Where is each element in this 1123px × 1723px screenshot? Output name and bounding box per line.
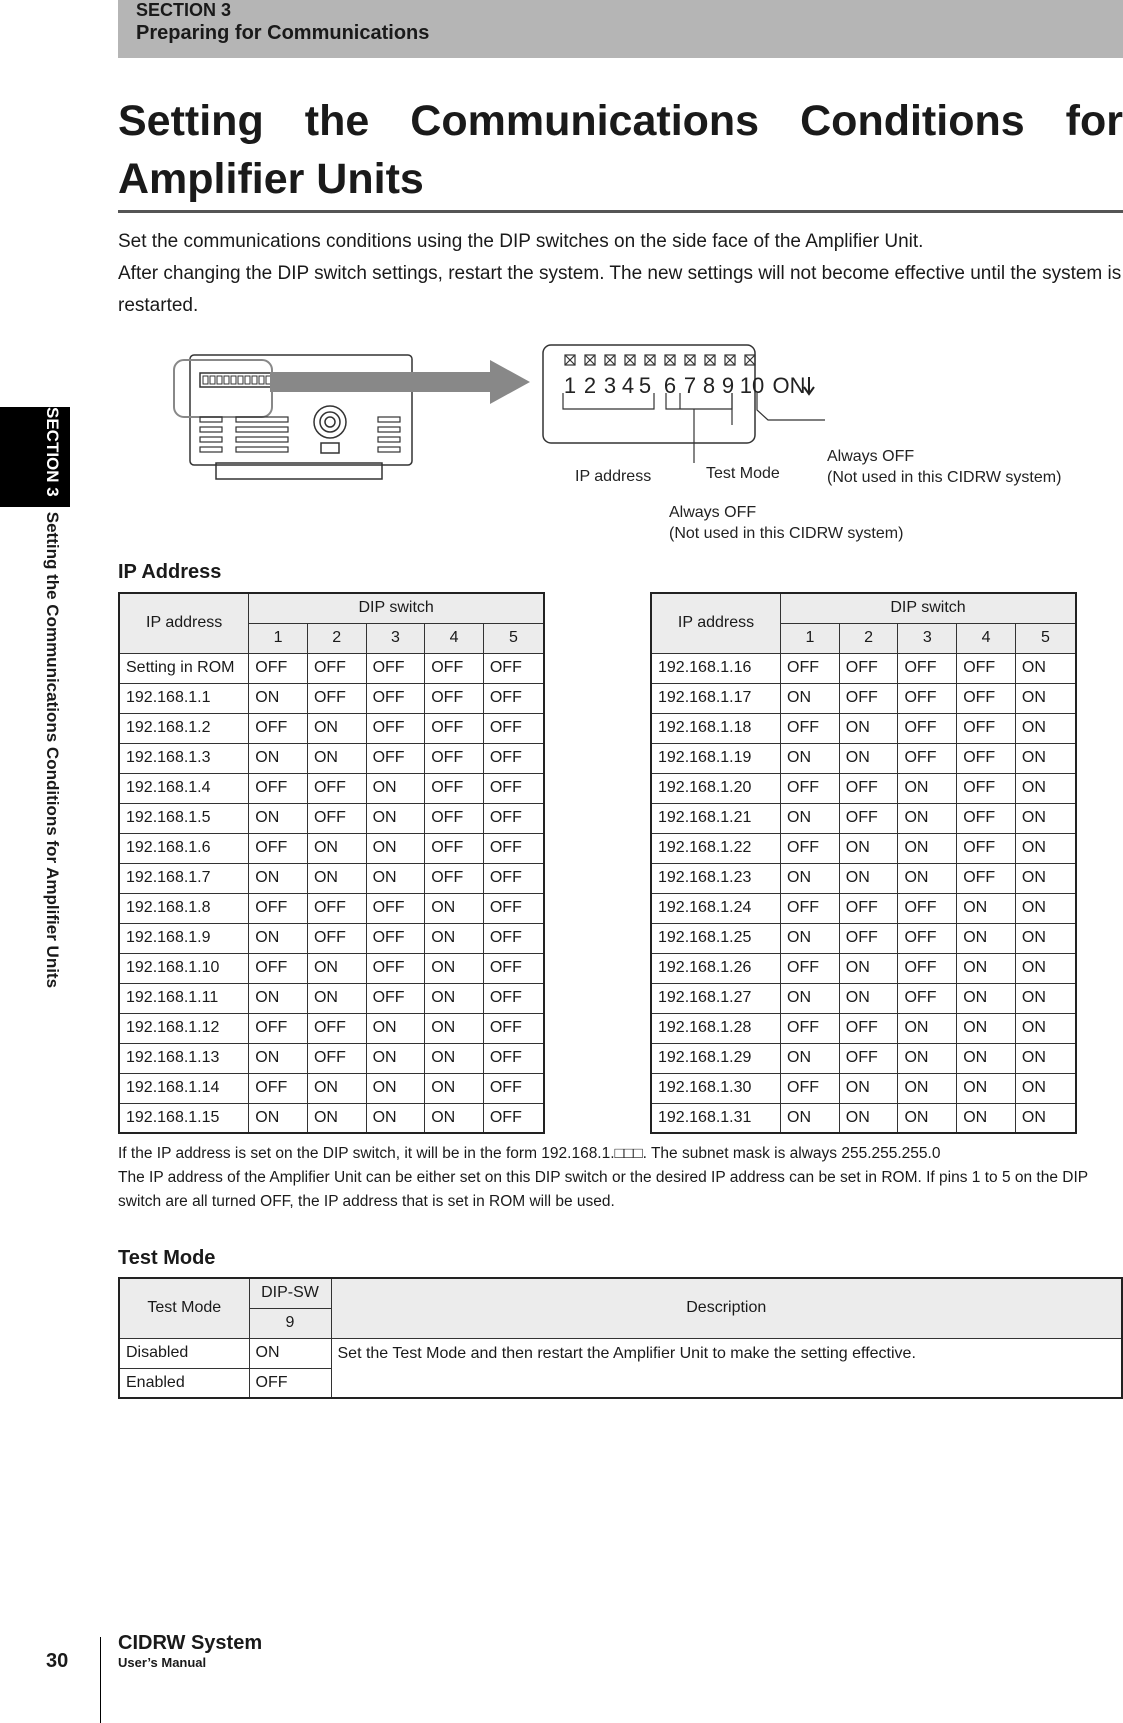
ip-address-cell: 192.168.1.7	[119, 863, 249, 893]
dip-switch-cell: OFF	[249, 893, 308, 923]
dip-switch-cell: OFF	[839, 803, 898, 833]
dip-switch-cell: ON	[957, 1043, 1016, 1073]
label-not-used: (Not used in this CIDRW system)	[827, 469, 1062, 486]
dip-switch-cell: ON	[957, 1103, 1016, 1133]
ip-address-cell: 192.168.1.9	[119, 923, 249, 953]
dip-switch-cell: ON	[957, 1073, 1016, 1103]
table-row	[651, 1073, 1076, 1103]
col-header-description: Description	[331, 1278, 1122, 1338]
dip-switch-cell: ON	[781, 923, 840, 953]
dip-switch-cell: OFF	[249, 713, 308, 743]
ip-address-cell: 192.168.1.27	[651, 983, 781, 1013]
dip-switch-cell: OFF	[898, 713, 957, 743]
col-header-pin: 5	[1015, 623, 1076, 653]
dip-switch-cell: OFF	[307, 803, 366, 833]
dip-switch-cell: ON	[1015, 803, 1076, 833]
ip-address-cell: Setting in ROM	[119, 653, 249, 683]
dip-switch-cell: OFF	[483, 1043, 544, 1073]
on-label: ON	[772, 373, 806, 398]
dip-switch-cell: ON	[957, 983, 1016, 1013]
footer-product: CIDRW System	[118, 1632, 263, 1654]
ip-notes	[118, 1142, 1123, 1214]
dip-switch-cell: ON	[898, 803, 957, 833]
dip-switch-cell: OFF	[366, 893, 425, 923]
dip-switch-cell: ON	[249, 1103, 308, 1133]
col-header-ip: IP address	[651, 593, 781, 653]
table-row	[651, 983, 1076, 1013]
table-row	[119, 1043, 544, 1073]
ip-address-cell: 192.168.1.5	[119, 803, 249, 833]
col-header-pin: 3	[366, 623, 425, 653]
page-title: Setting the Communications Conditions for Amplifier Units	[118, 97, 1123, 203]
dip-switch-cell: ON	[1015, 1013, 1076, 1043]
dip-switch-cell: ON	[425, 1073, 484, 1103]
test-mode-table	[118, 1277, 1123, 1399]
dip-switch-cell: ON	[307, 713, 366, 743]
ip-address-cell: 192.168.1.15	[119, 1103, 249, 1133]
ip-note: If the IP address is set on the DIP switch, it will be in the form 192.168.1.□□□. The subnet mask is always 255.255.255.0	[118, 1145, 941, 1162]
dip-switch-cell: OFF	[957, 713, 1016, 743]
col-header-pin: 1	[781, 623, 840, 653]
ip-address-cell: 192.168.1.23	[651, 863, 781, 893]
switch-number: 10	[739, 373, 765, 398]
table-row	[119, 743, 544, 773]
dip-switch-cell: OFF	[898, 953, 957, 983]
dip-switch-cell: OFF	[366, 653, 425, 683]
table-row	[119, 833, 544, 863]
dip-switch-cell: OFF	[483, 863, 544, 893]
table-row	[119, 1338, 1122, 1368]
intro-paragraph: After changing the DIP switch settings, restart the system. The new settings will not become effective until the system is restarted.	[118, 263, 1122, 316]
switch-number: 4	[621, 373, 635, 398]
dip-switch-cell: OFF	[425, 773, 484, 803]
table-row	[119, 893, 544, 923]
footer-manual: User’s Manual	[118, 1655, 207, 1670]
dip-switch-cell: OFF	[781, 893, 840, 923]
ip-address-cell: 192.168.1.22	[651, 833, 781, 863]
ip-address-cell: 192.168.1.12	[119, 1013, 249, 1043]
dip-switch-cell: OFF	[307, 893, 366, 923]
dip-switch-cell: OFF	[307, 653, 366, 683]
dip-switch-cell: ON	[1015, 863, 1076, 893]
page-number: 30	[46, 1650, 69, 1672]
dip-switch-cell: ON	[425, 923, 484, 953]
table-row	[651, 1103, 1076, 1133]
dip-switch-cell: ON	[425, 983, 484, 1013]
label-test-mode: Test Mode	[706, 465, 780, 482]
ip-address-cell: 192.168.1.30	[651, 1073, 781, 1103]
dip-switch-cell: ON	[781, 803, 840, 833]
dip-switch-cell: ON	[898, 833, 957, 863]
dip-switch-cell: OFF	[307, 1013, 366, 1043]
dip-switch-cell: ON	[781, 683, 840, 713]
table-row	[651, 833, 1076, 863]
side-tab-title: Setting the Communications Conditions for Amplifier Units	[43, 511, 62, 989]
dip-switch-cell: ON	[307, 863, 366, 893]
dip-switch-cell: OFF	[957, 833, 1016, 863]
col-header-ip: IP address	[119, 593, 249, 653]
switch-number: 6	[663, 373, 677, 398]
dip-switch-cell: OFF	[957, 803, 1016, 833]
dip-switch-cell: OFF	[249, 1013, 308, 1043]
dip-switch-cell: ON	[839, 833, 898, 863]
dip-switch-cell: ON	[249, 863, 308, 893]
dip-switch-cell: ON	[307, 743, 366, 773]
table-row	[119, 773, 544, 803]
ip-address-table-left	[118, 592, 545, 1134]
dip-switch-cell: ON	[366, 803, 425, 833]
dip-switch-cell: OFF	[307, 923, 366, 953]
dip-switch-cell: OFF	[483, 833, 544, 863]
dip-switch-cell: OFF	[781, 1013, 840, 1043]
table-row	[651, 893, 1076, 923]
table-row	[651, 923, 1076, 953]
dip-switch-cell: OFF	[957, 863, 1016, 893]
leader-lines	[563, 393, 825, 463]
table-row	[119, 1073, 544, 1103]
col-header-dip: DIP switch	[249, 593, 544, 623]
dip-switch-cell: ON	[839, 743, 898, 773]
dip-switch-cell: ON	[781, 1043, 840, 1073]
dip-switch-cell: ON	[1015, 983, 1076, 1013]
ip-address-cell: 192.168.1.11	[119, 983, 249, 1013]
dip-switch-cell: OFF	[898, 743, 957, 773]
dip-switch-cell: ON	[898, 1073, 957, 1103]
dip-switch-cell: ON	[366, 1103, 425, 1133]
col-header-pin: 9	[249, 1308, 331, 1338]
dip-switch-cell: ON	[1015, 833, 1076, 863]
ip-address-table-right	[650, 592, 1077, 1134]
dip-switch-cell: OFF	[839, 893, 898, 923]
arrow-icon	[270, 360, 530, 404]
dip-switch-cell: OFF	[898, 653, 957, 683]
switch-number: 1	[563, 373, 577, 398]
dip-switch-cell: ON	[898, 1013, 957, 1043]
on-arrow-icon	[804, 377, 814, 394]
dip-switch-cell: ON	[1015, 1073, 1076, 1103]
dip-switch-cell: OFF	[957, 653, 1016, 683]
table-cell: OFF	[249, 1368, 331, 1398]
dip-switch-cell: OFF	[957, 773, 1016, 803]
dip-switch-cell: ON	[307, 1103, 366, 1133]
dip-switch-cell: ON	[366, 1043, 425, 1073]
dip-switch-cell: ON	[366, 863, 425, 893]
dip-switch-cell: ON	[781, 983, 840, 1013]
dip-switch-cell: ON	[366, 1073, 425, 1103]
col-header-test-mode: Test Mode	[119, 1278, 249, 1338]
table-row	[119, 983, 544, 1013]
dip-switch-cell: ON	[1015, 773, 1076, 803]
table-row	[651, 773, 1076, 803]
ip-address-cell: 192.168.1.25	[651, 923, 781, 953]
dip-switch-cell: OFF	[781, 773, 840, 803]
dip-switch-cell: ON	[425, 1013, 484, 1043]
dip-switch-cell: OFF	[898, 923, 957, 953]
table-row	[651, 653, 1076, 683]
dip-switch-cell: ON	[1015, 653, 1076, 683]
col-header-dip: DIP switch	[781, 593, 1076, 623]
dip-switch-cell: OFF	[483, 803, 544, 833]
dip-switch-cell: OFF	[425, 803, 484, 833]
table-row	[119, 683, 544, 713]
col-header-pin: 1	[249, 623, 308, 653]
dip-switch-cell: ON	[1015, 1103, 1076, 1133]
ip-address-cell: 192.168.1.17	[651, 683, 781, 713]
dip-switch-cell: ON	[898, 1043, 957, 1073]
dip-switch-cell: OFF	[839, 653, 898, 683]
switch-number: 5	[638, 373, 652, 398]
table-row	[651, 683, 1076, 713]
dip-switch-cell: OFF	[425, 863, 484, 893]
dip-switch-cell: OFF	[366, 743, 425, 773]
dip-switch-cell: ON	[781, 863, 840, 893]
col-header-pin: 5	[483, 623, 544, 653]
dip-switch-cell: ON	[307, 953, 366, 983]
dip-switch-cell: OFF	[483, 923, 544, 953]
test-mode-description: Set the Test Mode and then restart the Amplifier Unit to make the setting effective.	[331, 1338, 1122, 1398]
dip-switch-cell: OFF	[781, 713, 840, 743]
ip-address-cell: 192.168.1.26	[651, 953, 781, 983]
dip-switch-cell: ON	[839, 1073, 898, 1103]
section-subtitle: Preparing for Communications	[136, 22, 430, 44]
dip-switch-cell: OFF	[781, 833, 840, 863]
dip-switch-cell: ON	[1015, 1043, 1076, 1073]
table-row	[651, 863, 1076, 893]
dip-switch-cell: ON	[898, 1103, 957, 1133]
dip-switch-cell: ON	[1015, 683, 1076, 713]
title-divider	[118, 210, 1123, 213]
dip-switch-cell: OFF	[483, 983, 544, 1013]
dip-switch-cell: OFF	[898, 983, 957, 1013]
dip-switch-cell: ON	[249, 923, 308, 953]
test-mode-heading: Test Mode	[118, 1247, 216, 1269]
dip-switch-cell: ON	[249, 803, 308, 833]
table-row	[651, 1013, 1076, 1043]
dip-switch-cell: ON	[249, 743, 308, 773]
section-number: SECTION 3	[136, 0, 232, 20]
dip-switch-cell: OFF	[483, 773, 544, 803]
dip-switch-cell: OFF	[839, 683, 898, 713]
dip-switch-cell: OFF	[483, 1073, 544, 1103]
dip-switch-cell: ON	[957, 1013, 1016, 1043]
dip-switch-cell: ON	[1015, 923, 1076, 953]
dip-switch-cell: ON	[307, 983, 366, 1013]
dip-switch-cell: OFF	[366, 683, 425, 713]
dip-switch-cell: ON	[366, 773, 425, 803]
dip-switch-cell: OFF	[249, 773, 308, 803]
table-row	[119, 803, 544, 833]
ip-address-cell: 192.168.1.2	[119, 713, 249, 743]
dip-switch-cell: OFF	[249, 653, 308, 683]
dip-switch-cell: ON	[249, 983, 308, 1013]
side-tab-section: SECTION 3	[43, 407, 62, 497]
dip-switch-cell: OFF	[483, 683, 544, 713]
dip-switch-cell: OFF	[307, 773, 366, 803]
switch-number: 9	[721, 373, 735, 398]
dip-switch-cell: OFF	[425, 743, 484, 773]
intro-paragraph: Set the communications conditions using the DIP switches on the side face of the Amplifier Unit.	[118, 231, 924, 252]
ip-address-cell: 192.168.1.6	[119, 833, 249, 863]
dip-switch-cell: OFF	[957, 683, 1016, 713]
table-row	[651, 953, 1076, 983]
switch-number: 7	[683, 373, 697, 398]
dip-switch-cell: ON	[249, 683, 308, 713]
dip-switch-cell: ON	[425, 1043, 484, 1073]
section-header-bar	[118, 0, 1123, 58]
dip-switch-cell: OFF	[366, 983, 425, 1013]
ip-address-cell: 192.168.1.1	[119, 683, 249, 713]
diagram-svg	[118, 335, 1123, 545]
table-row	[651, 803, 1076, 833]
col-header-dip-sw: DIP-SW	[249, 1278, 331, 1308]
dip-switch-cell: ON	[425, 953, 484, 983]
dip-switch-cell: ON	[425, 893, 484, 923]
dip-switch-cell: ON	[366, 833, 425, 863]
dip-switch-cell: ON	[898, 773, 957, 803]
col-header-pin: 2	[839, 623, 898, 653]
dip-switch-cell: ON	[366, 1013, 425, 1043]
dip-switch-cell: ON	[839, 713, 898, 743]
dip-switch-cell: OFF	[781, 1073, 840, 1103]
dip-switch-cell: ON	[1015, 743, 1076, 773]
dip-switch-cell: ON	[781, 743, 840, 773]
dip-switch-cell: OFF	[483, 713, 544, 743]
ip-address-cell: 192.168.1.20	[651, 773, 781, 803]
dip-switch-cell: OFF	[839, 1043, 898, 1073]
table-row	[651, 1043, 1076, 1073]
dip-switch-cell: OFF	[839, 1013, 898, 1043]
ip-address-cell: 192.168.1.14	[119, 1073, 249, 1103]
switch-number: 8	[702, 373, 716, 398]
table-row	[119, 923, 544, 953]
dip-switch-cell: OFF	[425, 653, 484, 683]
col-header-pin: 2	[307, 623, 366, 653]
dip-switch-cell: ON	[898, 863, 957, 893]
ip-address-cell: 192.168.1.31	[651, 1103, 781, 1133]
ip-address-cell: 192.168.1.4	[119, 773, 249, 803]
ip-table-body	[119, 653, 544, 1133]
ip-address-cell: 192.168.1.18	[651, 713, 781, 743]
dip-switch-cell: OFF	[483, 743, 544, 773]
ip-address-cell: 192.168.1.29	[651, 1043, 781, 1073]
dip-switch-cell: OFF	[366, 923, 425, 953]
dip-switch-cell: ON	[957, 923, 1016, 953]
dip-switch-levers	[565, 355, 755, 365]
table-row	[119, 1013, 544, 1043]
dip-switch-cell: OFF	[839, 923, 898, 953]
dip-switch-cell: OFF	[307, 683, 366, 713]
dip-switch-cell: ON	[1015, 713, 1076, 743]
dip-switch-cell: ON	[307, 833, 366, 863]
side-tab-label	[41, 407, 63, 988]
ip-note: The IP address of the Amplifier Unit can be either set on this DIP switch or the desired IP address can be set in ROM. If pins 1 to 5 on the DIP switch are all turned OFF, the IP address that is set in ROM will be used.	[118, 1169, 1088, 1210]
table-row	[119, 713, 544, 743]
dip-switch-cell: OFF	[898, 683, 957, 713]
dip-switch-cell: OFF	[366, 953, 425, 983]
ip-address-cell: 192.168.1.16	[651, 653, 781, 683]
dip-switch-cell: ON	[781, 1103, 840, 1133]
table-cell: Enabled	[119, 1368, 249, 1398]
dip-switch-cell: OFF	[425, 683, 484, 713]
ip-address-cell: 192.168.1.28	[651, 1013, 781, 1043]
table-row	[119, 953, 544, 983]
dip-switch-cell: OFF	[957, 743, 1016, 773]
ip-address-cell: 192.168.1.3	[119, 743, 249, 773]
ip-address-cell: 192.168.1.19	[651, 743, 781, 773]
dip-switch-cell: OFF	[781, 953, 840, 983]
intro-text	[118, 226, 1123, 322]
label-ip-address: IP address	[575, 468, 652, 485]
dip-switch-cell: OFF	[839, 773, 898, 803]
dip-switch-cell: OFF	[483, 893, 544, 923]
dip-switch-cell: ON	[1015, 893, 1076, 923]
dip-switch-cell: ON	[957, 893, 1016, 923]
col-header-pin: 3	[898, 623, 957, 653]
ip-address-cell: 192.168.1.21	[651, 803, 781, 833]
dip-switch-cell: OFF	[249, 1073, 308, 1103]
dip-switch-cell: ON	[425, 1103, 484, 1133]
dip-switch-diagram	[118, 335, 1123, 545]
ip-address-cell: 192.168.1.10	[119, 953, 249, 983]
dip-switch-cell: OFF	[781, 653, 840, 683]
dip-switch-cell: OFF	[307, 1043, 366, 1073]
label-always-off: Always OFF	[669, 504, 757, 521]
dip-switch-cell: OFF	[366, 713, 425, 743]
dip-switch-cell: OFF	[483, 653, 544, 683]
switch-number: 2	[583, 373, 597, 398]
table-row	[651, 713, 1076, 743]
dip-switch-cell: ON	[249, 1043, 308, 1073]
col-header-pin: 4	[957, 623, 1016, 653]
label-not-used: (Not used in this CIDRW system)	[669, 525, 904, 542]
ip-address-heading: IP Address	[118, 561, 222, 583]
dip-switch-cell: OFF	[898, 893, 957, 923]
dip-switch-cell: ON	[839, 983, 898, 1013]
table-row	[119, 653, 544, 683]
ip-address-cell: 192.168.1.8	[119, 893, 249, 923]
dip-switch-cell: OFF	[249, 953, 308, 983]
ip-table-body	[651, 653, 1076, 1133]
ip-address-cell: 192.168.1.24	[651, 893, 781, 923]
table-row	[651, 743, 1076, 773]
table-cell: Disabled	[119, 1338, 249, 1368]
dip-switch-cell: OFF	[425, 713, 484, 743]
dip-switch-cell: OFF	[249, 833, 308, 863]
dip-switch-cell: ON	[839, 863, 898, 893]
table-row	[119, 863, 544, 893]
dip-switch-cell: OFF	[483, 1103, 544, 1133]
dip-switch-cell: ON	[839, 953, 898, 983]
dip-switch-cell: OFF	[483, 953, 544, 983]
dip-switch-cell: OFF	[483, 1013, 544, 1043]
dip-switch-cell: ON	[307, 1073, 366, 1103]
footer-divider	[100, 1637, 101, 1723]
dip-switch-cell: ON	[957, 953, 1016, 983]
label-always-off: Always OFF	[827, 448, 915, 465]
dip-switch-cell: ON	[1015, 953, 1076, 983]
col-header-pin: 4	[425, 623, 484, 653]
ip-address-cell: 192.168.1.13	[119, 1043, 249, 1073]
dip-switch-cell: ON	[839, 1103, 898, 1133]
table-row	[119, 1103, 544, 1133]
table-cell: ON	[249, 1338, 331, 1368]
dip-switch-cell: OFF	[425, 833, 484, 863]
switch-number: 3	[603, 373, 617, 398]
